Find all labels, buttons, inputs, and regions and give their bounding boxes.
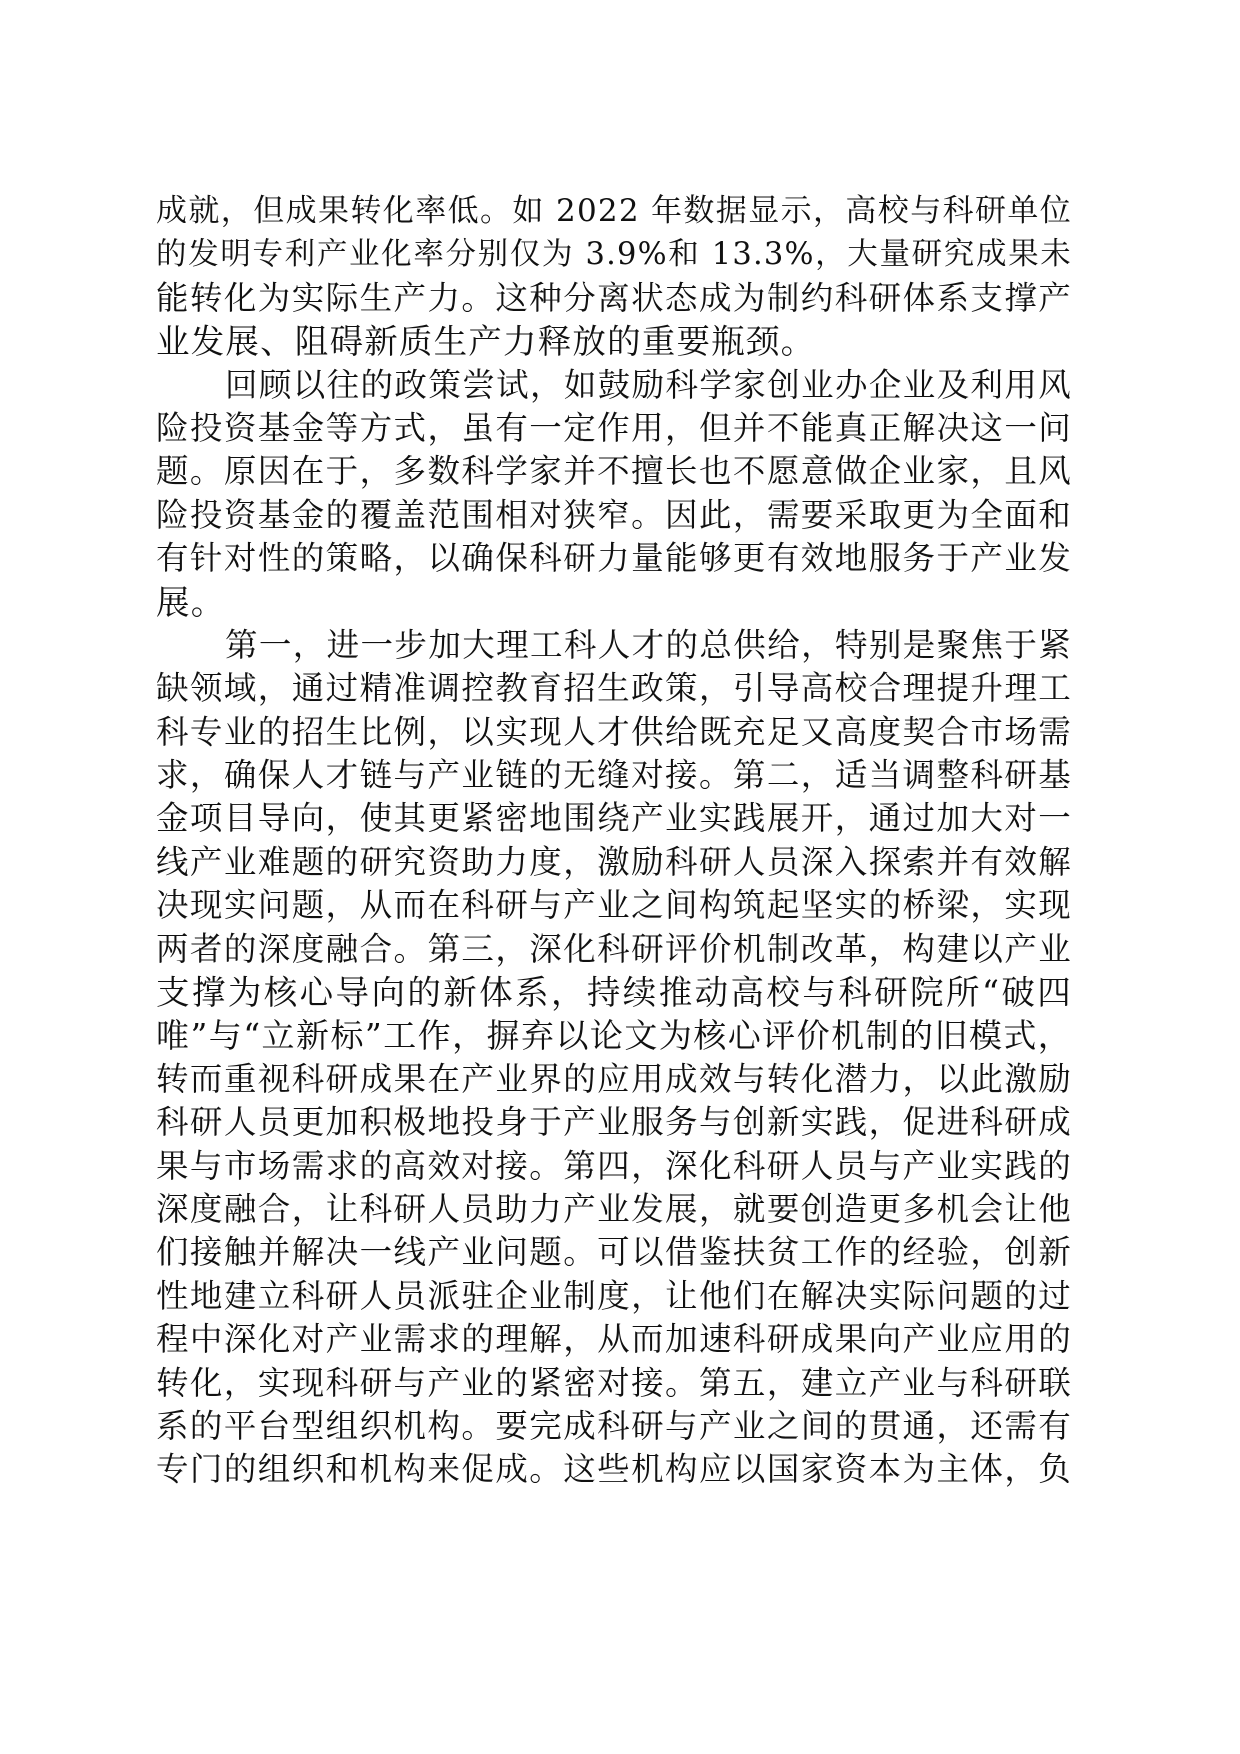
text-line: 缺领域，通过精准调控教育招生政策，引导高校合理提升理工: [156, 669, 1072, 708]
text-line: 专门的组织和机构来促成。这些机构应以国家资本为主体，负: [156, 1450, 1072, 1489]
text-line: 深度融合，让科研人员助力产业发展，就要创造更多机会让他: [156, 1189, 1072, 1228]
text-line: 成就，但成果转化率低。如 2022 年数据显示，高校与科研单位: [156, 193, 1072, 229]
text-line: 险投资基金的覆盖范围相对狭窄。因此，需要采取更为全面和: [156, 495, 1072, 534]
text-line: 转化，实现科研与产业的紧密对接。第五，建立产业与科研联: [156, 1363, 1072, 1402]
text-line: 题。原因在于，多数科学家并不擅长也不愿意做企业家，且风: [156, 452, 1072, 491]
text-line: 求，确保人才链与产业链的无缝对接。第二，适当调整科研基: [156, 756, 1072, 795]
text-line: 支撑为核心导向的新体系，持续推动高校与科研院所“破四: [156, 973, 1072, 1013]
text-line: 展。: [156, 582, 226, 622]
text-line: 转而重视科研成果在产业界的应用成效与转化潜力，以此激励: [156, 1059, 1072, 1098]
paragraph-conversion-rate: [156, 190, 1072, 364]
text-line: 有针对性的策略，以确保科研力量能够更有效地服务于产业发: [156, 539, 1072, 578]
text-line: 两者的深度融合。第三，深化科研评价机制改革，构建以产业: [156, 929, 1072, 968]
text-line: 第一，进一步加大理工科人才的总供给，特别是聚焦于紧: [225, 625, 1072, 664]
text-line: 的发明专利产业化率分别仅为 3.9%和 13.3%，大量研究成果未: [156, 237, 1072, 273]
text-line: 回顾以往的政策尝试，如鼓励科学家创业办企业及利用风: [225, 365, 1072, 404]
text-line: 系的平台型组织机构。要完成科研与产业之间的贯通，还需有: [156, 1406, 1072, 1445]
text-line: 线产业难题的研究资助力度，激励科研人员深入探索并有效解: [156, 842, 1072, 881]
text-line: 科研人员更加积极地投身于产业服务与创新实践，促进科研成: [156, 1103, 1072, 1142]
body-text: [156, 190, 1072, 1492]
text-line: 们接触并解决一线产业问题。可以借鉴扶贫工作的经验，创新: [156, 1233, 1072, 1272]
text-line: 能转化为实际生产力。这种分离状态成为制约科研体系支撑产: [156, 278, 1072, 317]
text-line: 险投资基金等方式，虽有一定作用，但并不能真正解决这一问: [156, 408, 1072, 447]
text-line: 科专业的招生比例，以实现人才供给既充足又高度契合市场需: [156, 712, 1072, 751]
text-line: 程中深化对产业需求的理解，从而加速科研成果向产业应用的: [156, 1320, 1072, 1359]
text-line: 决现实问题，从而在科研与产业之间构筑起坚实的桥梁，实现: [156, 886, 1072, 925]
text-line: 性地建立科研人员派驻企业制度，让他们在解决实际问题的过: [156, 1276, 1072, 1315]
text-line: 业发展、阻碍新质生产力释放的重要瓶颈。: [156, 322, 816, 362]
text-line: 唯”与“立新标”工作，摒弃以论文为核心评价机制的旧模式，: [156, 1016, 1072, 1056]
paragraph-measures: [156, 624, 1072, 1492]
paragraph-policy-review: [156, 364, 1072, 624]
text-line: 果与市场需求的高效对接。第四，深化科研人员与产业实践的: [156, 1146, 1072, 1185]
text-line: 金项目导向，使其更紧密地围绕产业实践展开，通过加大对一: [156, 799, 1072, 838]
